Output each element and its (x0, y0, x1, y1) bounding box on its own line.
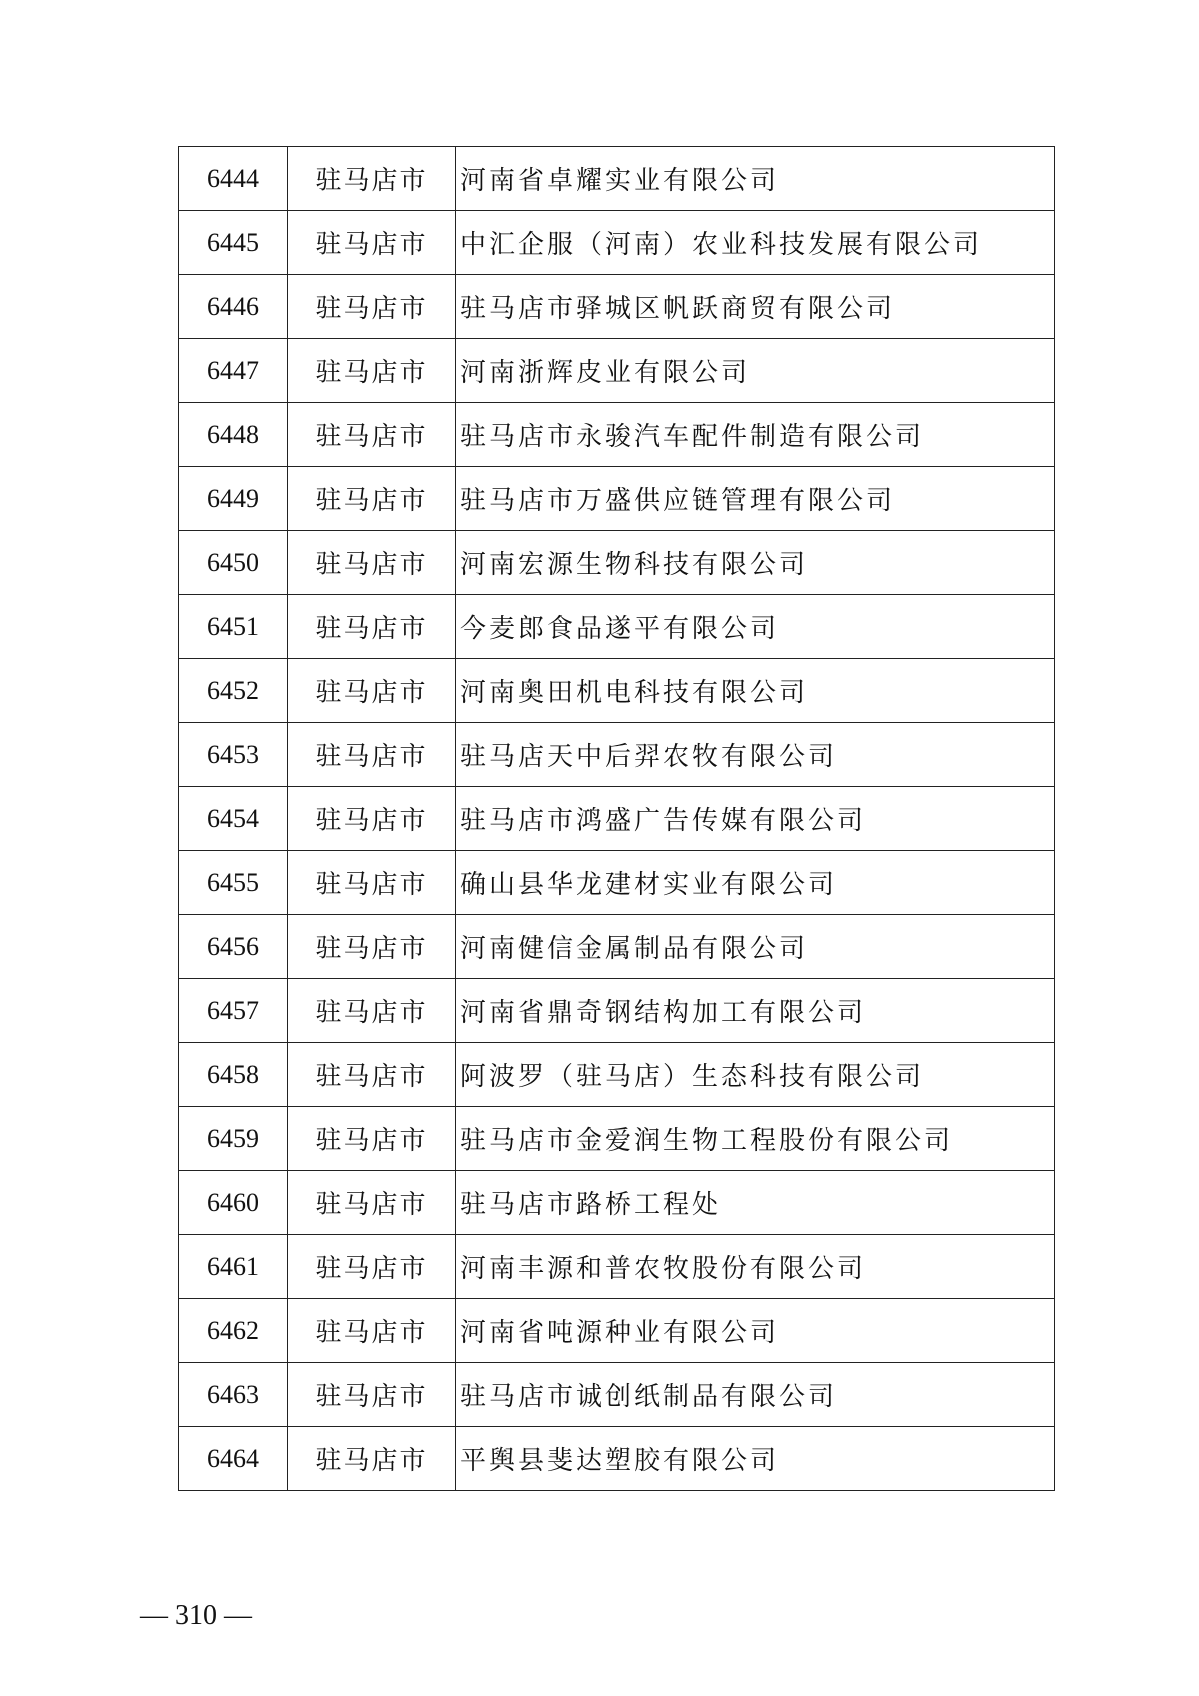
company-name-cell: 阿波罗（驻马店）生态科技有限公司 (456, 1043, 1055, 1107)
company-name-cell: 驻马店市诚创纸制品有限公司 (456, 1363, 1055, 1427)
city-cell: 驻马店市 (288, 1427, 456, 1491)
company-name-cell: 驻马店市驿城区帆跃商贸有限公司 (456, 275, 1055, 339)
table-row (179, 1299, 1055, 1363)
row-number-cell: 6459 (179, 1107, 288, 1171)
table-row (179, 211, 1055, 275)
city-cell: 驻马店市 (288, 723, 456, 787)
city-cell: 驻马店市 (288, 531, 456, 595)
city-cell: 驻马店市 (288, 467, 456, 531)
table-row (179, 339, 1055, 403)
company-name-cell: 河南浙辉皮业有限公司 (456, 339, 1055, 403)
row-number-cell: 6456 (179, 915, 288, 979)
row-number-cell: 6464 (179, 1427, 288, 1491)
row-number-cell: 6446 (179, 275, 288, 339)
table-row (179, 467, 1055, 531)
city-cell: 驻马店市 (288, 1299, 456, 1363)
city-cell: 驻马店市 (288, 1363, 456, 1427)
table-row (179, 723, 1055, 787)
table-row (179, 787, 1055, 851)
row-number-cell: 6451 (179, 595, 288, 659)
city-cell: 驻马店市 (288, 1171, 456, 1235)
row-number-cell: 6460 (179, 1171, 288, 1235)
city-cell: 驻马店市 (288, 915, 456, 979)
row-number-cell: 6444 (179, 147, 288, 211)
table-row (179, 1427, 1055, 1491)
city-cell: 驻马店市 (288, 339, 456, 403)
company-name-cell: 河南健信金属制品有限公司 (456, 915, 1055, 979)
city-cell: 驻马店市 (288, 1043, 456, 1107)
company-name-cell: 驻马店市永骏汽车配件制造有限公司 (456, 403, 1055, 467)
row-number-cell: 6447 (179, 339, 288, 403)
row-number-cell: 6449 (179, 467, 288, 531)
city-cell: 驻马店市 (288, 147, 456, 211)
row-number-cell: 6452 (179, 659, 288, 723)
row-number-cell: 6457 (179, 979, 288, 1043)
row-number-cell: 6445 (179, 211, 288, 275)
table-row (179, 147, 1055, 211)
table-row (179, 1235, 1055, 1299)
table-row (179, 403, 1055, 467)
row-number-cell: 6453 (179, 723, 288, 787)
city-cell: 驻马店市 (288, 211, 456, 275)
page-number: — 310 — (140, 1600, 252, 1631)
city-cell: 驻马店市 (288, 275, 456, 339)
city-cell: 驻马店市 (288, 595, 456, 659)
company-name-cell: 驻马店市鸿盛广告传媒有限公司 (456, 787, 1055, 851)
company-name-cell: 河南省鼎奇钢结构加工有限公司 (456, 979, 1055, 1043)
table-row (179, 1043, 1055, 1107)
company-name-cell: 驻马店市路桥工程处 (456, 1171, 1055, 1235)
row-number-cell: 6458 (179, 1043, 288, 1107)
row-number-cell: 6454 (179, 787, 288, 851)
company-name-cell: 驻马店市金爱润生物工程股份有限公司 (456, 1107, 1055, 1171)
city-cell: 驻马店市 (288, 659, 456, 723)
company-list-body (179, 147, 1055, 1491)
company-name-cell: 平舆县斐达塑胶有限公司 (456, 1427, 1055, 1491)
row-number-cell: 6448 (179, 403, 288, 467)
table-row (179, 659, 1055, 723)
row-number-cell: 6462 (179, 1299, 288, 1363)
table-row (179, 915, 1055, 979)
company-list-table (178, 146, 1055, 1491)
city-cell: 驻马店市 (288, 403, 456, 467)
table-row (179, 595, 1055, 659)
company-name-cell: 河南宏源生物科技有限公司 (456, 531, 1055, 595)
company-name-cell: 河南省吨源种业有限公司 (456, 1299, 1055, 1363)
city-cell: 驻马店市 (288, 979, 456, 1043)
company-name-cell: 今麦郎食品遂平有限公司 (456, 595, 1055, 659)
table-row (179, 851, 1055, 915)
company-name-cell: 河南省卓耀实业有限公司 (456, 147, 1055, 211)
city-cell: 驻马店市 (288, 787, 456, 851)
table-row (179, 275, 1055, 339)
table-row (179, 1363, 1055, 1427)
table-row (179, 979, 1055, 1043)
city-cell: 驻马店市 (288, 851, 456, 915)
city-cell: 驻马店市 (288, 1107, 456, 1171)
company-name-cell: 中汇企服（河南）农业科技发展有限公司 (456, 211, 1055, 275)
table-row (179, 1171, 1055, 1235)
row-number-cell: 6455 (179, 851, 288, 915)
row-number-cell: 6463 (179, 1363, 288, 1427)
row-number-cell: 6461 (179, 1235, 288, 1299)
row-number-cell: 6450 (179, 531, 288, 595)
table-row (179, 531, 1055, 595)
company-name-cell: 河南丰源和普农牧股份有限公司 (456, 1235, 1055, 1299)
city-cell: 驻马店市 (288, 1235, 456, 1299)
company-name-cell: 确山县华龙建材实业有限公司 (456, 851, 1055, 915)
company-name-cell: 驻马店市万盛供应链管理有限公司 (456, 467, 1055, 531)
company-name-cell: 驻马店天中后羿农牧有限公司 (456, 723, 1055, 787)
table-row (179, 1107, 1055, 1171)
company-name-cell: 河南奥田机电科技有限公司 (456, 659, 1055, 723)
